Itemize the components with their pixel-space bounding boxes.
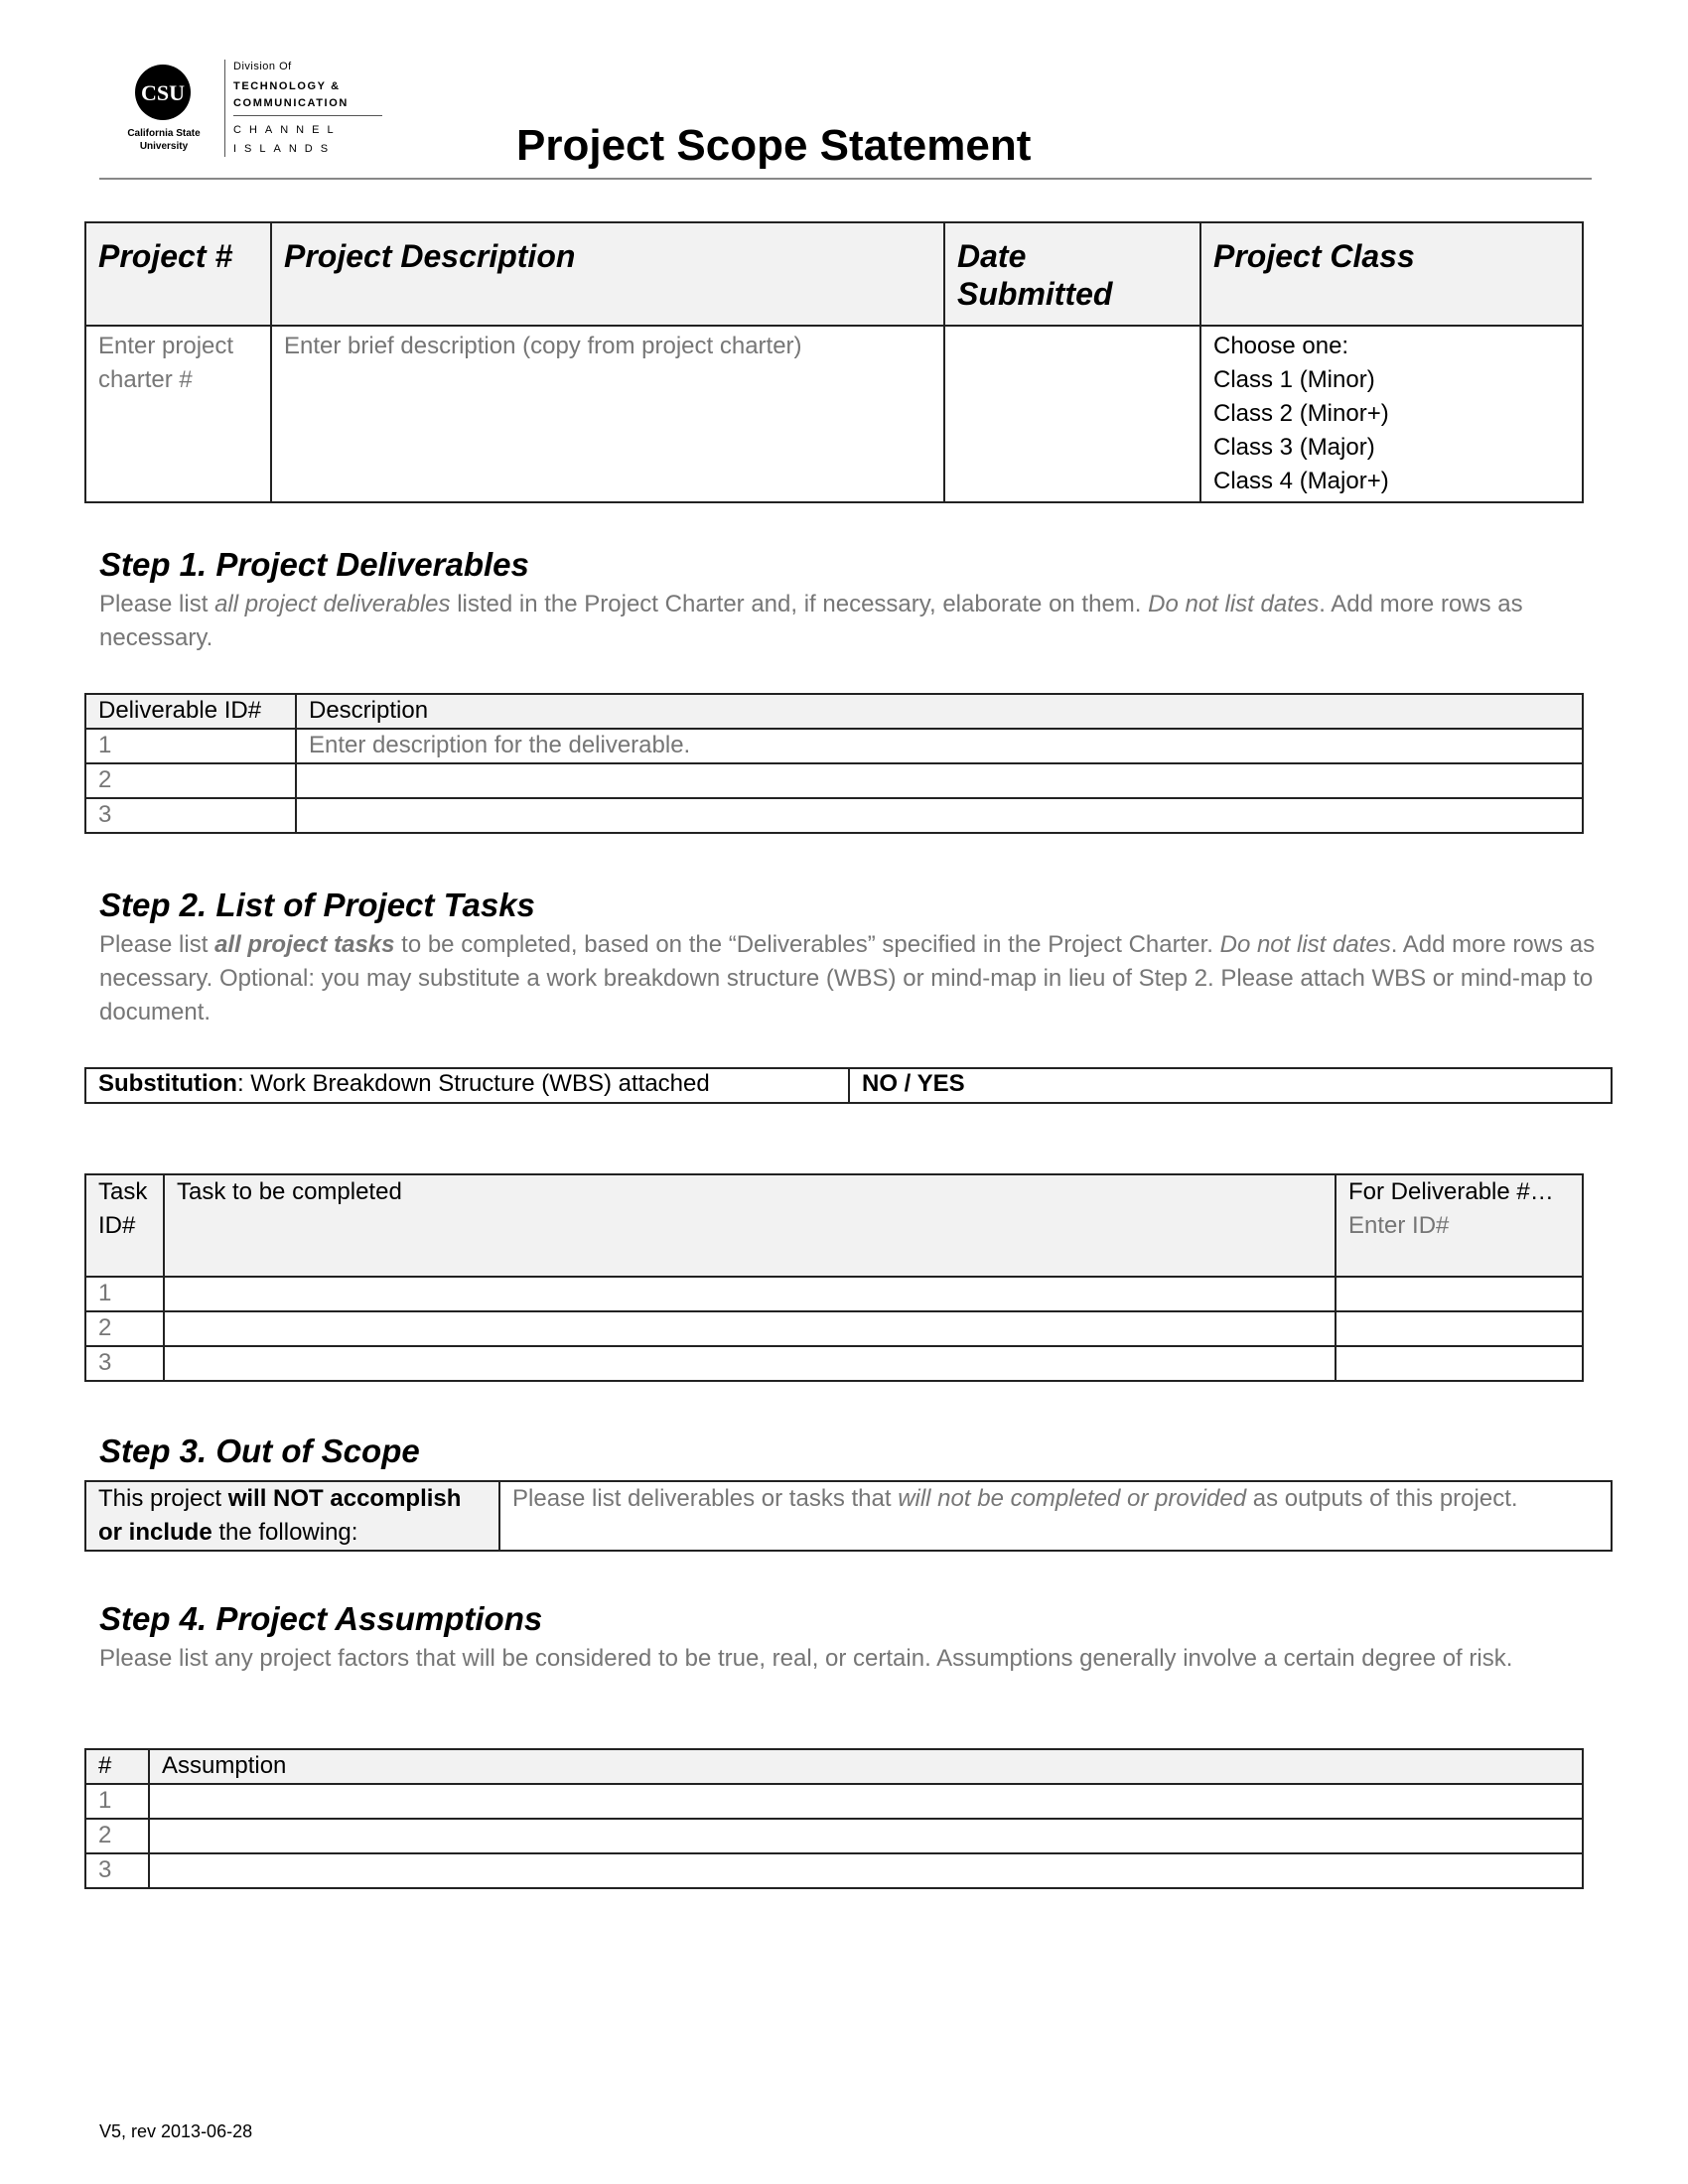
logo-divider <box>224 60 225 157</box>
step3-heading: Step 3. Out of Scope <box>99 1433 420 1469</box>
table-row <box>85 1346 1583 1381</box>
deliverable-description-cell[interactable] <box>296 763 1583 798</box>
table-row <box>85 1853 1583 1888</box>
campus-name: CHANNEL ISLANDS <box>233 124 342 155</box>
task-deliverable-cell[interactable] <box>1336 1346 1583 1381</box>
step4-instructions: Please list any project factors that will be considered to be true, real, or certain. Assumptions generally involve a certain degree of risk. <box>99 1645 1513 1672</box>
task-cell[interactable] <box>164 1311 1336 1346</box>
class-option[interactable]: Class 3 (Major) <box>1213 434 1375 461</box>
table-row <box>85 1819 1583 1853</box>
table-row <box>85 798 1583 833</box>
class-option[interactable]: Class 2 (Minor+) <box>1213 400 1389 427</box>
assumption-id-cell[interactable]: 3 <box>85 1853 149 1888</box>
date-submitted-field[interactable] <box>944 326 1200 502</box>
seal-initials: CSU <box>140 80 186 105</box>
project-description-field[interactable]: Enter brief description (copy from project charter) <box>271 326 944 502</box>
substitution-choice[interactable]: NO / YES <box>849 1068 1612 1103</box>
step1-instructions: Please list all project deliverables listed in the Project Charter and, if necessary, elaborate on them. Do not list dates. Add more rows as necessary. <box>99 591 1523 651</box>
task-cell[interactable] <box>164 1346 1336 1381</box>
university-name: California State University <box>127 128 201 152</box>
title-divider <box>99 178 1592 180</box>
deliverable-id-cell[interactable]: 2 <box>85 763 296 798</box>
division-of-label: Division Of <box>233 61 292 72</box>
task-deliverable-cell[interactable] <box>1336 1311 1583 1346</box>
header-date-submitted: Date Submitted <box>944 222 1200 326</box>
table-row <box>85 1311 1583 1346</box>
task-cell[interactable] <box>164 1277 1336 1311</box>
project-class-field[interactable] <box>1200 326 1583 502</box>
assumption-cell[interactable] <box>149 1853 1583 1888</box>
assumptions-table <box>84 1748 1584 1889</box>
tasks-table <box>84 1173 1584 1382</box>
header-for-deliverable: For Deliverable #… Enter ID# <box>1336 1174 1583 1277</box>
table-row <box>85 1277 1583 1311</box>
task-deliverable-cell[interactable] <box>1336 1277 1583 1311</box>
out-of-scope-label: This project will NOT accomplish or include the following: <box>85 1481 499 1551</box>
substitution-table <box>84 1067 1613 1104</box>
header-deliverable-id: Deliverable ID# <box>85 694 296 729</box>
header-project-number: Project # <box>85 222 271 326</box>
header-project-class: Project Class <box>1200 222 1583 326</box>
step2-instructions: Please list all project tasks to be completed, based on the “Deliverables” specified in the Project Charter. Do not list dates. Add more rows as necessary. Optional: you may substitute a work breakdown structure (WBS) or mind-map in lieu of Step 2. Please attach WBS or mind-map to document. <box>99 931 1596 1025</box>
version-footer: V5, rev 2013-06-28 <box>99 2121 253 2141</box>
deliverable-id-cell[interactable]: 3 <box>85 798 296 833</box>
header-assumption-number: # <box>85 1749 149 1784</box>
logo-rule <box>233 115 382 116</box>
task-id-cell[interactable]: 1 <box>85 1277 164 1311</box>
deliverable-id-cell[interactable]: 1 <box>85 729 296 763</box>
assumption-id-cell[interactable]: 1 <box>85 1784 149 1819</box>
step2-heading: Step 2. List of Project Tasks <box>99 887 535 923</box>
division-name: TECHNOLOGY & COMMUNICATION <box>233 80 349 109</box>
task-id-cell[interactable]: 3 <box>85 1346 164 1381</box>
class-option[interactable]: Class 4 (Major+) <box>1213 468 1389 494</box>
table-row <box>85 763 1583 798</box>
header-assumption: Assumption <box>149 1749 1583 1784</box>
assumption-cell[interactable] <box>149 1784 1583 1819</box>
project-number-field[interactable]: Enter project charter # <box>85 326 271 502</box>
project-info-table <box>84 221 1584 503</box>
substitution-label: Substitution: Work Breakdown Structure (WBS) attached <box>85 1068 849 1103</box>
class-prompt: Choose one: <box>1213 333 1349 359</box>
deliverables-table <box>84 693 1584 834</box>
out-of-scope-field[interactable]: Please list deliverables or tasks that will not be completed or provided as outputs of this project. <box>499 1481 1612 1551</box>
assumption-id-cell[interactable]: 2 <box>85 1819 149 1853</box>
table-row <box>85 1784 1583 1819</box>
header-task-id: Task ID# <box>85 1174 164 1277</box>
assumption-cell[interactable] <box>149 1819 1583 1853</box>
header-task: Task to be completed <box>164 1174 1336 1277</box>
csu-seal-icon <box>134 64 192 121</box>
task-id-cell[interactable]: 2 <box>85 1311 164 1346</box>
csu-logo <box>114 58 392 162</box>
step4-heading: Step 4. Project Assumptions <box>99 1600 543 1637</box>
class-option[interactable]: Class 1 (Minor) <box>1213 366 1375 393</box>
step1-heading: Step 1. Project Deliverables <box>99 546 529 583</box>
page-title: Project Scope Statement <box>516 121 1032 170</box>
deliverable-description-cell[interactable] <box>296 798 1583 833</box>
out-of-scope-table <box>84 1480 1613 1552</box>
deliverable-id-placeholder[interactable]: Enter ID# <box>1348 1212 1450 1239</box>
header-project-description: Project Description <box>271 222 944 326</box>
table-row <box>85 729 1583 763</box>
header-deliverable-description: Description <box>296 694 1583 729</box>
deliverable-description-cell[interactable]: Enter description for the deliverable. <box>296 729 1583 763</box>
